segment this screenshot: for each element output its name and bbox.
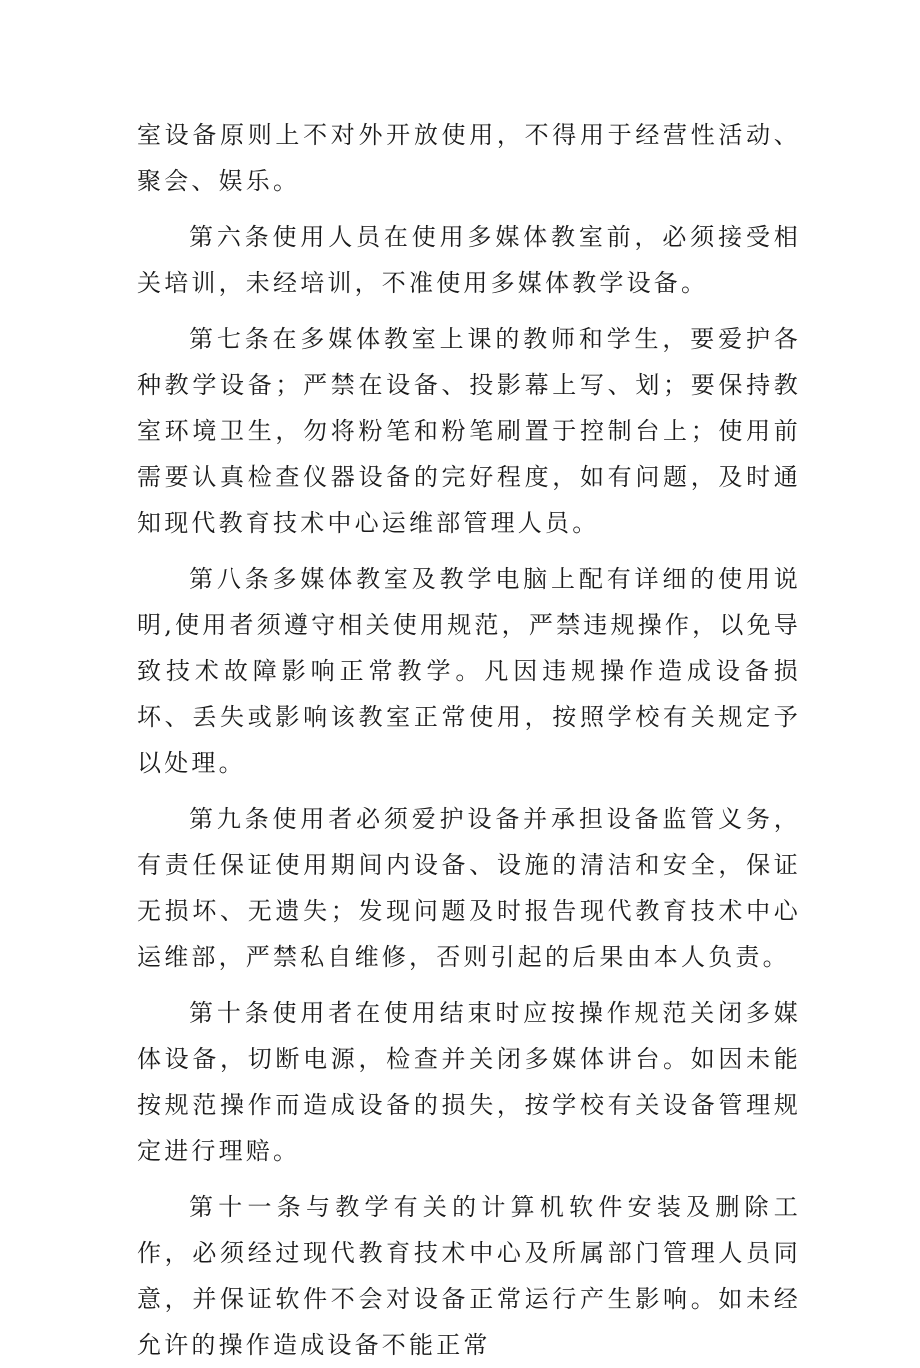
paragraph-article-9: 第九条使用者必须爱护设备并承担设备监管义务，有责任保证使用期间内设备、设施的清洁和安全，保证无损坏、无遗失；发现问题及时报告现代教育技术中心运维部，严禁私自维修，否则引起的后果由本人负责。 bbox=[137, 805, 801, 971]
paragraph-article-7: 第七条在多媒体教室上课的教师和学生，要爱护各种教学设备；严禁在设备、投影幕上写、划；要保持教室环境卫生，勿将粉笔和粉笔刷置于控制台上；使用前需要认真检查仪器设备的完好程度，如有问题，及时通知现代教育技术中心运维部管理人员。 bbox=[137, 325, 801, 537]
document-body bbox=[137, 112, 801, 1368]
paragraph-article-11: 第十一条与教学有关的计算机软件安装及删除工作，必须经过现代教育技术中心及所属部门管理人员同意，并保证软件不会对设备正常运行产生影响。如未经允许的操作造成设备不能正常 bbox=[137, 1193, 801, 1359]
paragraph-continued: 室设备原则上不对外开放使用，不得用于经营性活动、聚会、娱乐。 bbox=[137, 121, 801, 195]
paragraph-article-10: 第十条使用者在使用结束时应按操作规范关闭多媒体设备，切断电源，检查并关闭多媒体讲台。如因未能按规范操作而造成设备的损失，按学校有关设备管理规定进行理赔。 bbox=[137, 999, 801, 1165]
paragraph-article-8: 第八条多媒体教室及教学电脑上配有详细的使用说明,使用者须遵守相关使用规范，严禁违规操作，以免导致技术故障影响正常教学。凡因违规操作造成设备损坏、丢失或影响该教室正常使用，按照学校有关规定予以处理。 bbox=[137, 565, 801, 777]
paragraph-article-6: 第六条使用人员在使用多媒体教室前，必须接受相关培训，未经培训，不准使用多媒体教学设备。 bbox=[137, 223, 801, 297]
